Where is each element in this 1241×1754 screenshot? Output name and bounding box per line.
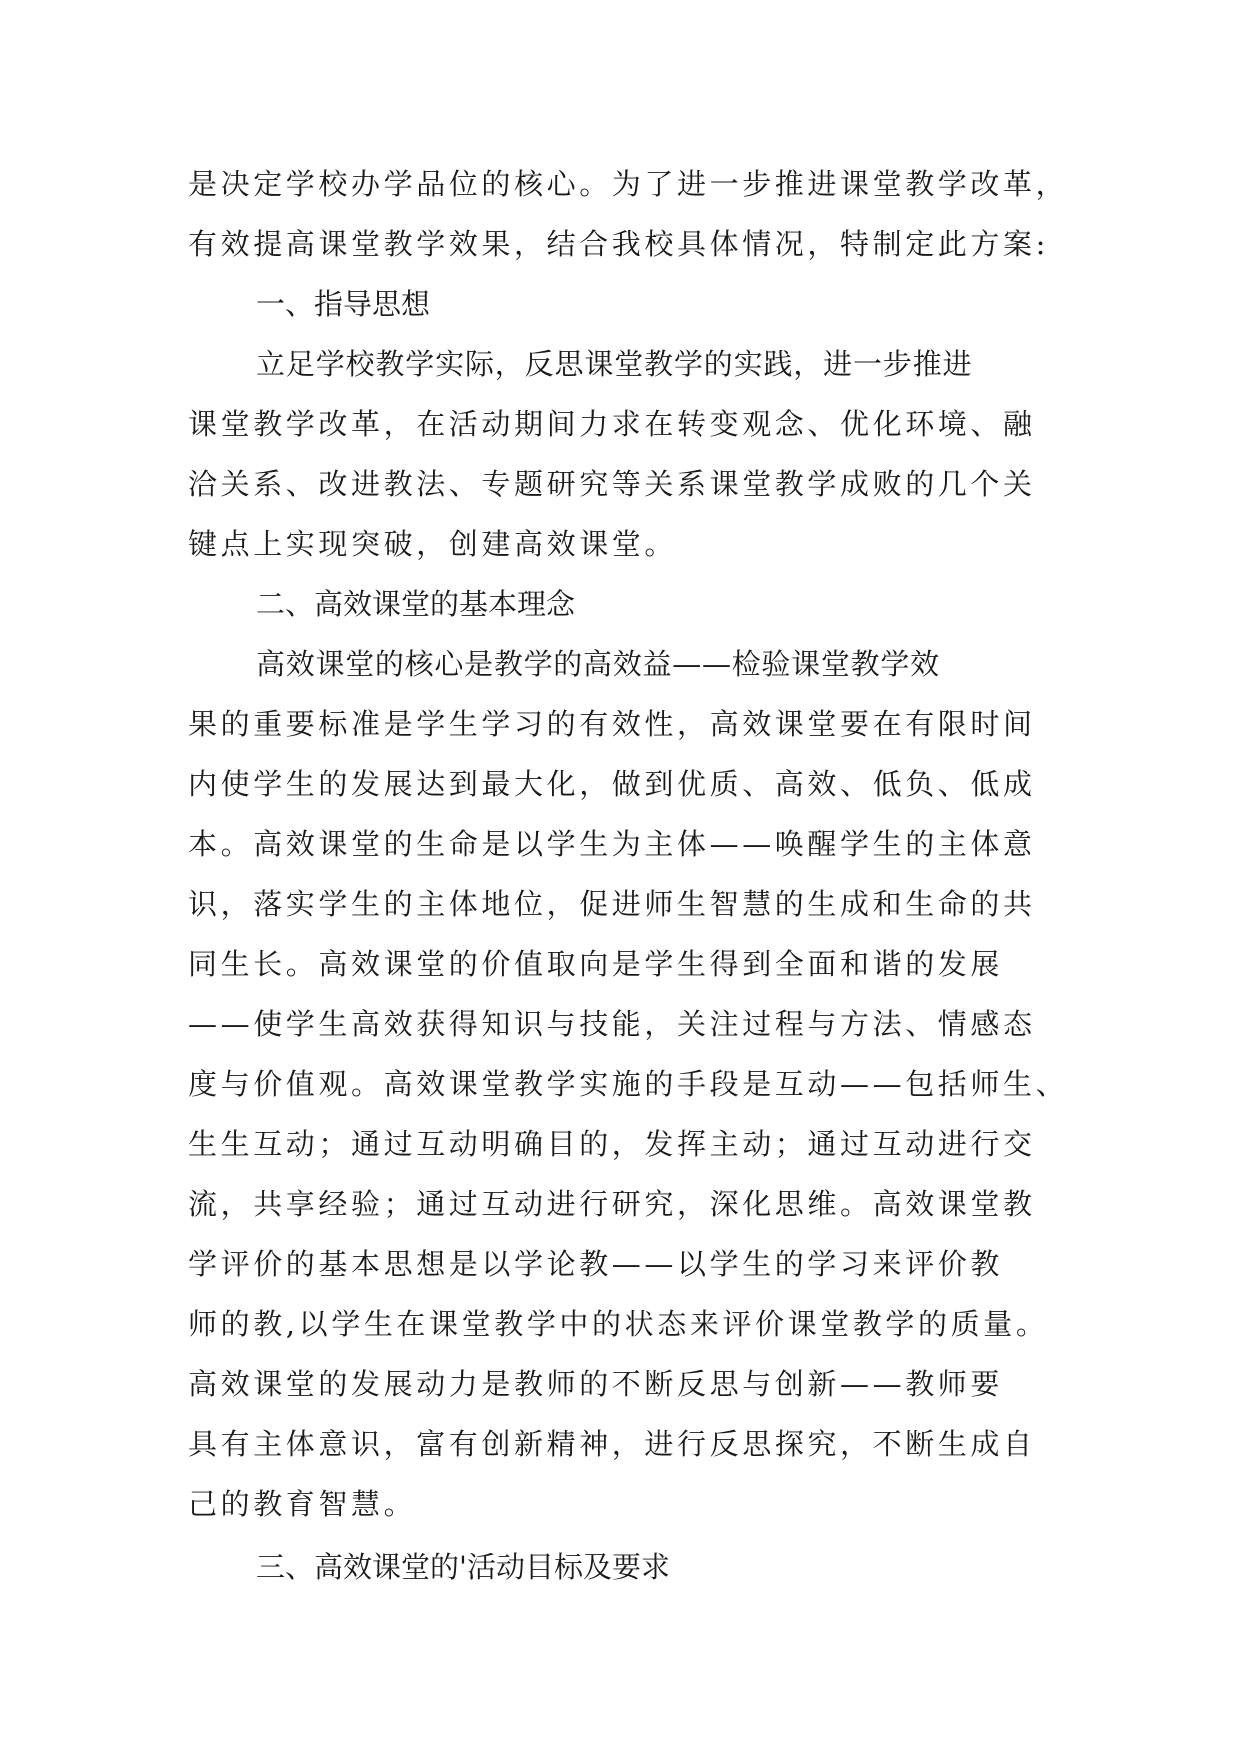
paragraph-line: 同生长。高效课堂的价值取向是学生得到全面和谐的发展 [188,947,1004,981]
paragraph-line: 高效课堂的核心是教学的高效益——检验课堂教学效 [256,647,940,681]
paragraph-line: 高效课堂的发展动力是教师的不断反思与创新——教师要 [188,1367,1004,1401]
paragraph-line: 有效提高课堂教学效果，结合我校具体情况，特制定此方案: [188,227,1049,261]
section-heading: 一、指导思想 [256,287,431,321]
paragraph-line: 洽关系、改进教法、专题研究等关系课堂教学成败的几个关 [188,467,1036,501]
paragraph-line: 师的教,以学生在课堂教学中的状态来评价课堂教学的质量。 [188,1307,1049,1341]
paragraph-line: 课堂教学改革，在活动期间力求在转变观念、优化环境、融 [188,407,1036,441]
paragraph-line: 键点上实现突破，创建高效课堂。 [188,527,678,561]
paragraph-line: 本。高效课堂的生命是以学生为主体——唤醒学生的主体意 [188,827,1036,861]
section-heading: 二、高效课堂的基本理念 [256,587,576,621]
paragraph-line: 度与价值观。高效课堂教学实施的手段是互动——包括师生、 [188,1067,1069,1101]
paragraph-line: ——使学生高效获得知识与技能，关注过程与方法、情感态 [188,1007,1036,1041]
paragraph-line: 是决定学校办学品位的核心。为了进一步推进课堂教学改革， [188,167,1069,201]
paragraph-line: 生生互动；通过互动明确目的，发挥主动；通过互动进行交 [188,1127,1036,1161]
paragraph-line: 己的教育智慧。 [188,1487,417,1521]
paragraph-line: 果的重要标准是学生学习的有效性，高效课堂要在有限时间 [188,707,1036,741]
paragraph-line: 具有主体意识，富有创新精神，进行反思探究，不断生成自 [188,1427,1036,1461]
paragraph-line: 立足学校教学实际，反思课堂教学的实践，进一步推进 [256,347,973,381]
section-heading: 三、高效课堂的'活动目标及要求 [256,1550,670,1584]
paragraph-line: 学评价的基本思想是以学论教——以学生的学习来评价教 [188,1247,1004,1281]
paragraph-line: 识，落实学生的主体地位，促进师生智慧的生成和生命的共 [188,887,1036,921]
paragraph-line: 内使学生的发展达到最大化，做到优质、高效、低负、低成 [188,767,1036,801]
paragraph-line: 流，共享经验；通过互动进行研究，深化思维。高效课堂教 [188,1187,1036,1221]
